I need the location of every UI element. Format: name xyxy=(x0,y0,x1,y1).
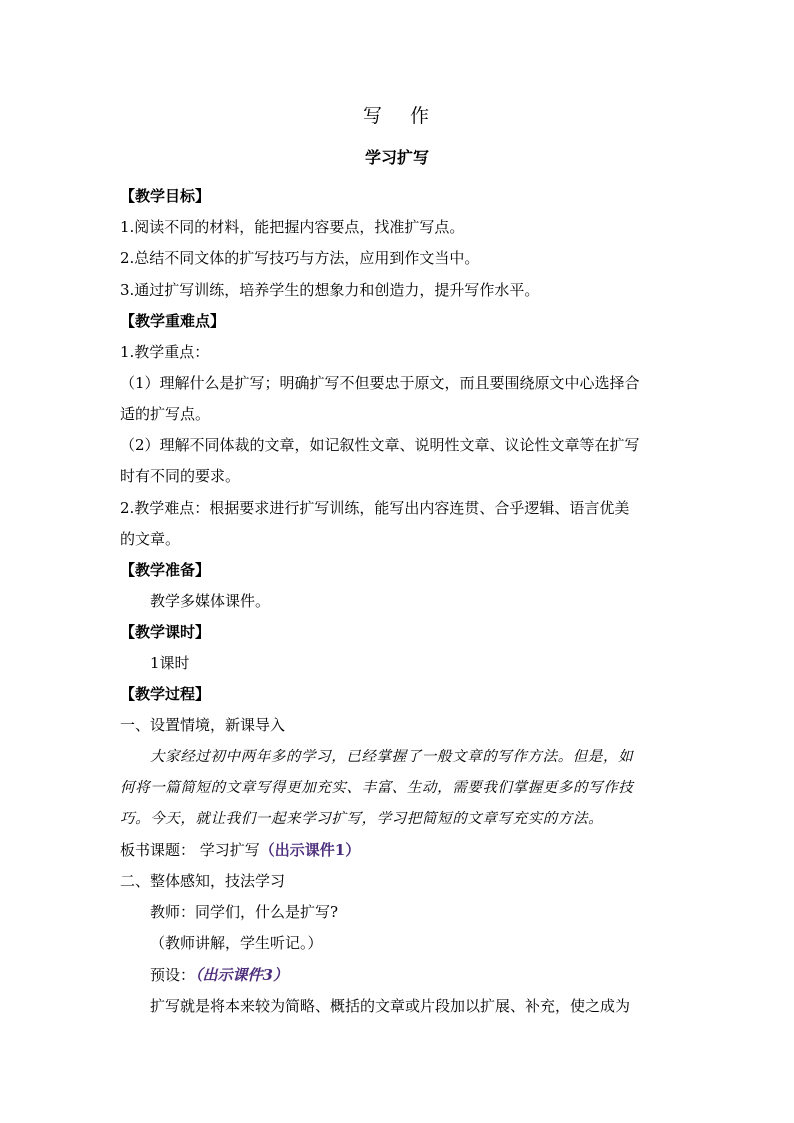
title-char-right: 作 xyxy=(410,105,432,127)
definition-line-1: 扩写就是将本来较为简略、概括的文章或片段加以扩展、补充，使之成为 xyxy=(150,997,631,1015)
step-1-heading: 一、设置情境，新课导入 xyxy=(120,716,286,734)
process-heading: 【教学过程】 xyxy=(120,685,211,703)
key-difficulty-heading: 【教学重难点】 xyxy=(120,312,226,330)
board-title-line xyxy=(120,840,680,860)
board-courseware-note: （出示课件1） xyxy=(259,841,361,859)
goal-item-1: 1.阅读不同的材料，能把握内容要点，找准扩写点。 xyxy=(120,218,465,236)
preset-courseware-note: （出示课件3） xyxy=(195,966,288,984)
step-2-heading: 二、整体感知，技法学习 xyxy=(120,872,286,890)
intro-line-1: 大家经过初中两年多的学习，已经掌握了一般文章的写作方法。但是，如 xyxy=(150,749,634,765)
key-point-1-line-2: 适的扩写点。 xyxy=(120,405,211,423)
key-point-2-line-1: （2）理解不同体裁的文章，如记叙性文章、说明性文章、议论性文章等在扩写 xyxy=(120,436,640,454)
teacher-question: 教师：同学们，什么是扩写? xyxy=(150,903,339,921)
key-point-1-line-1: （1）理解什么是扩写；明确扩写不但要忠于原文，而且要围绕原文中心选择合 xyxy=(120,374,640,392)
hours-heading: 【教学课时】 xyxy=(120,623,211,641)
intro-line-2: 何将一篇简短的文章写得更加充实、丰富、生动，需要我们掌握更多的写作技 xyxy=(120,780,634,796)
teacher-note: （教师讲解，学生听记。） xyxy=(150,934,323,952)
key-point-2-line-2: 时有不同的要求。 xyxy=(120,467,241,485)
document-subtitle: 学习扩写 xyxy=(364,148,429,167)
preset-label: 预设： xyxy=(150,966,196,984)
prep-text: 教学多媒体课件。 xyxy=(150,592,271,610)
preset-line xyxy=(150,965,680,985)
key-point-label: 1.教学重点： xyxy=(120,343,210,361)
goal-item-3: 3.通过扩写训练，培养学生的想象力和创造力，提升写作水平。 xyxy=(120,281,540,299)
document-title xyxy=(0,106,794,126)
goals-heading: 【教学目标】 xyxy=(120,187,211,205)
goal-item-2: 2.总结不同文体的扩写技巧与方法，应用到作文当中。 xyxy=(120,249,480,267)
intro-line-3: 巧。今天，就让我们一起来学习扩写，学习把简短的文章写充实的方法。 xyxy=(120,811,604,827)
difficulty-line-1: 2.教学难点：根据要求进行扩写训练，能写出内容连贯、合乎逻辑、语言优美 xyxy=(120,499,630,517)
prep-heading: 【教学准备】 xyxy=(120,561,211,579)
board-title-label: 板书课题： 学习扩写 xyxy=(120,841,260,859)
hours-text: 1课时 xyxy=(150,654,190,672)
title-char-left: 写 xyxy=(362,105,384,127)
difficulty-line-2: 的文章。 xyxy=(120,530,181,548)
